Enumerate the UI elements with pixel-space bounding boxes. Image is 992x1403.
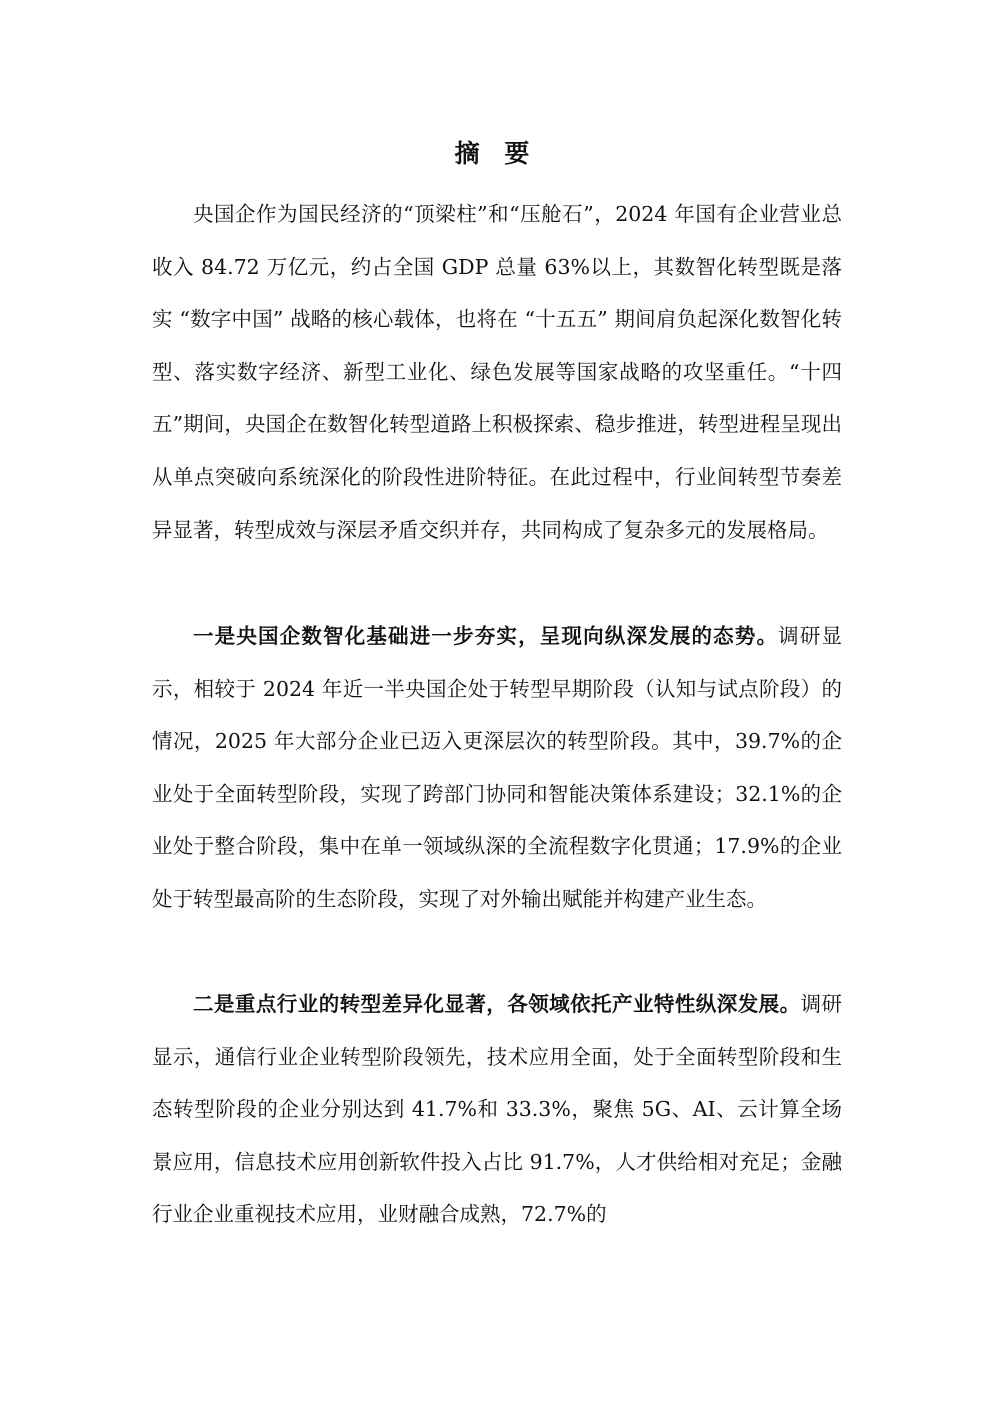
paragraph-point-one [152,610,842,926]
paragraph-intro [152,188,842,556]
paragraph-text: 央国企作为国民经济的“顶梁柱”和“压舱石”，2024 年国有企业营业总收入 84.72 万亿元，约占全国 GDP 总量 63%以上，其数智化转型既是落实 “数字中国” 战略的核心载体，也将在 “十五五” 期间肩负起深化数智化转型、落实数字经济、新型工业化、绿色发展等国家战略的攻坚重任。“十四五”期间，央国企在数智化转型道路上积极探索、稳步推进，转型进程呈现出从单点突破向系统深化的阶段性进阶特征。在此过程中，行业间转型节奏差异显著，转型成效与深层矛盾交织并存，共同构成了复杂多元的发展格局。 [152,202,842,542]
paragraph-lead: 一是央国企数智化基础进一步夯实，呈现向纵深发展的态势。 [193,624,779,648]
paragraph-lead: 二是重点行业的转型差异化显著，各领域依托产业特性纵深发展。 [193,992,801,1016]
page-title: 摘 要 [454,139,538,168]
paragraph-text: 调研显示，通信行业企业转型阶段领先，技术应用全面，处于全面转型阶段和生态转型阶段的企业分别达到 41.7%和 33.3%，聚焦 5G、AI、云计算全场景应用，信息技术应用创新软件投入占比 91.7%，人才供给相对充足；金融行业企业重视技术应用，业财融合成熟，72.7%的 [152,992,843,1227]
paragraph-text: 调研显示，相较于 2024 年近一半央国企处于转型早期阶段（认知与试点阶段）的情况，2025 年大部分企业已迈入更深层次的转型阶段。其中，39.7%的企业处于全面转型阶段，实现了跨部门协同和智能决策体系建设；32.1%的企业处于整合阶段，集中在单一领域纵深的全流程数字化贯通；17.9%的企业处于转型最高阶的生态阶段，实现了对外输出赋能并构建产业生态。 [152,624,843,911]
paragraph-point-two [152,978,842,1241]
